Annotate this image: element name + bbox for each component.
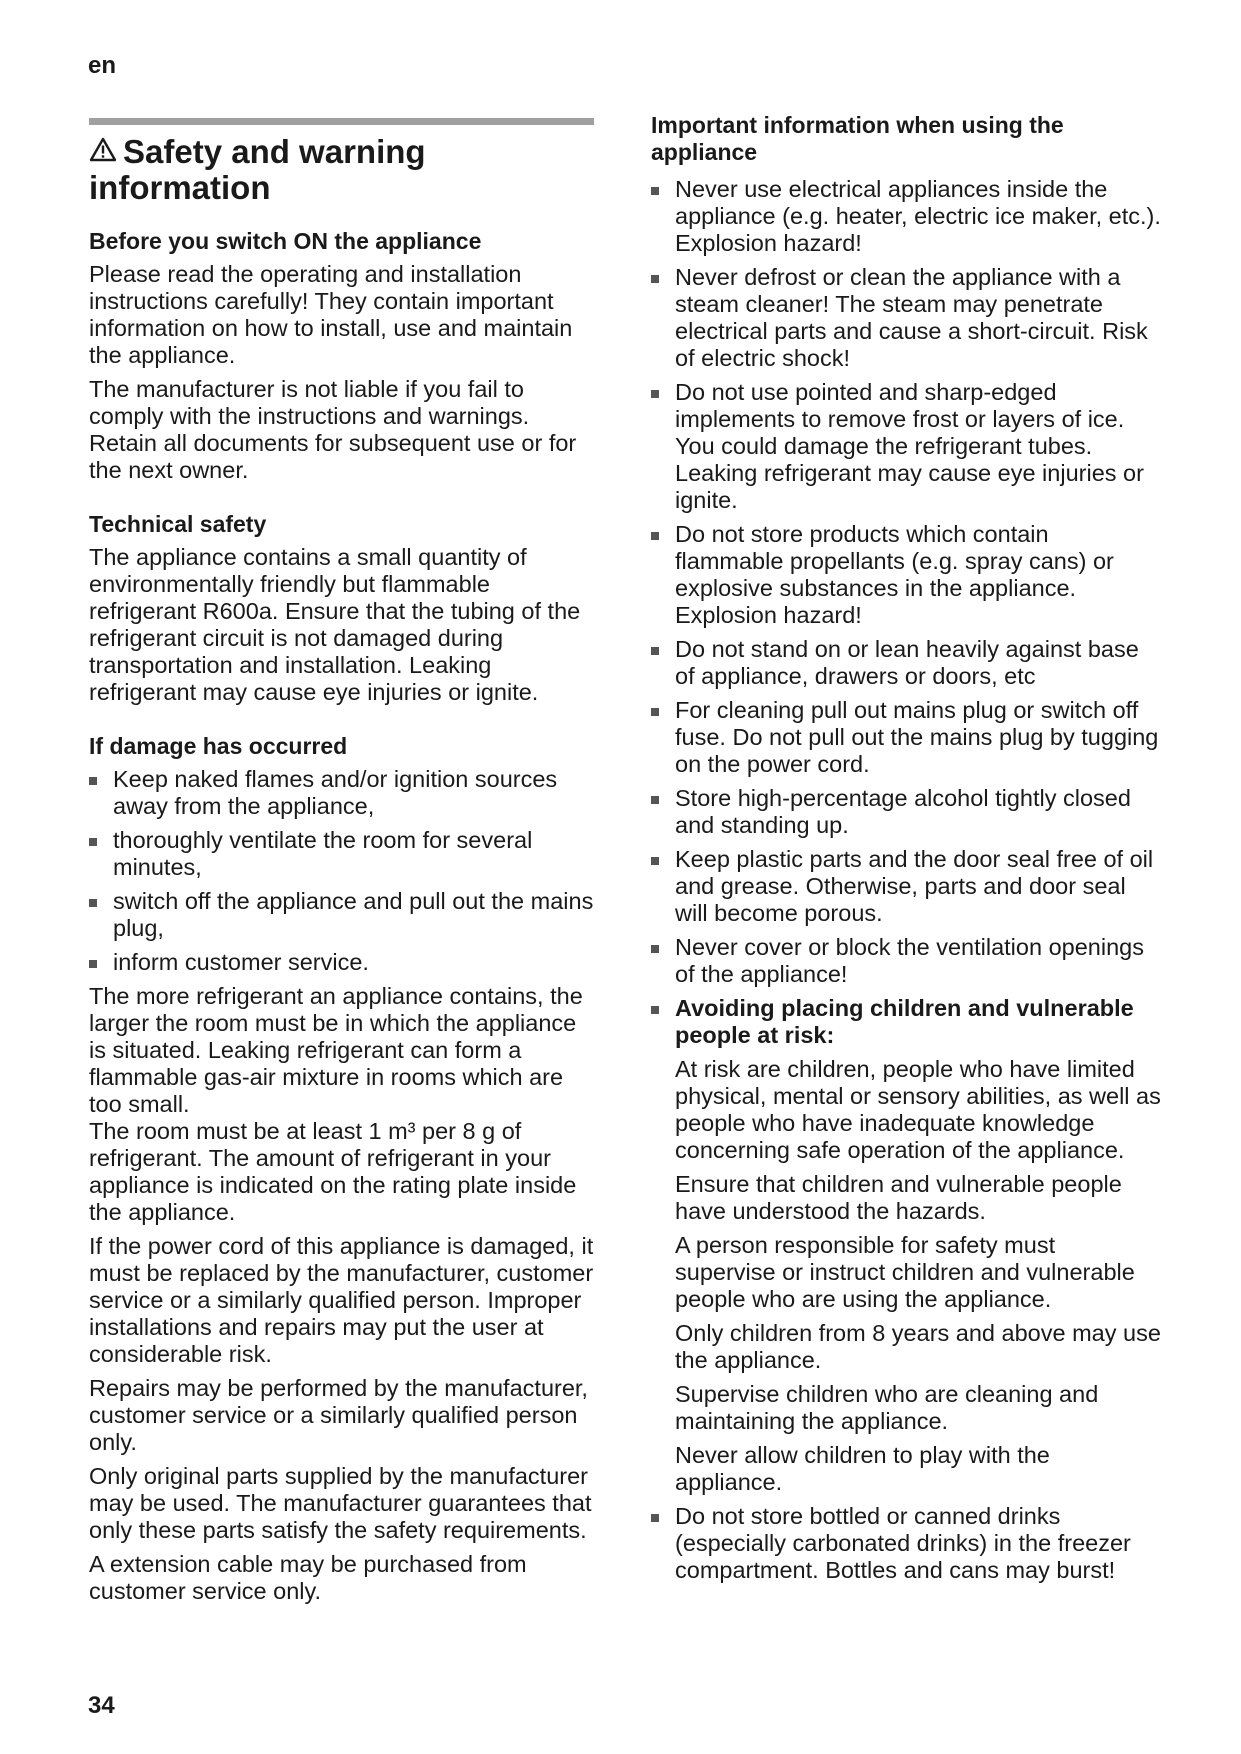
important-info-list bbox=[651, 176, 1161, 1049]
technical-safety-paragraph: The appliance contains a small quantity of environmentally friendly but flammable refrigerant R600a. Ensure that the tubing of the refrigerant circuit is not damaged during transportation and installation. Leaking refrigerant may cause eye injuries or ignite. bbox=[89, 544, 581, 705]
section-title bbox=[89, 134, 594, 206]
warning-icon bbox=[89, 137, 117, 162]
list-item: Keep plastic parts and the door seal free of oil and grease. Otherwise, parts and door seal will become porous. bbox=[651, 846, 1161, 927]
bullet-icon bbox=[89, 960, 97, 968]
bullet-icon bbox=[651, 647, 659, 655]
list-item: Do not stand on or lean heavily against base of appliance, drawers or doors, etc bbox=[651, 636, 1161, 690]
bullet-icon bbox=[651, 532, 659, 540]
list-item: switch off the appliance and pull out the mains plug, bbox=[89, 888, 594, 942]
before-paragraph-2: The manufacturer is not liable if you fail to comply with the instructions and warnings. Retain all documents for subsequent use or for the next owner. bbox=[89, 376, 577, 483]
bullet-icon bbox=[651, 275, 659, 283]
list-item: For cleaning pull out mains plug or switch off fuse. Do not pull out the mains plug by tugging on the power cord. bbox=[651, 697, 1161, 778]
children-section bbox=[651, 1056, 1161, 1496]
extension-paragraph: A extension cable may be purchased from customer service only. bbox=[89, 1551, 527, 1604]
children-paragraph: Never allow children to play with the appliance. bbox=[675, 1442, 1050, 1495]
right-column bbox=[651, 112, 1161, 1591]
list-item: Never cover or block the ventilation openings of the appliance! bbox=[651, 934, 1161, 988]
repairs-paragraph: Repairs may be performed by the manufacturer, customer service or a similarly qualified person only. bbox=[89, 1375, 588, 1455]
section-rule bbox=[89, 118, 594, 125]
bullet-icon bbox=[651, 1514, 659, 1522]
list-item: Never use electrical appliances inside the appliance (e.g. heater, electric ice maker, etc.). Explosion hazard! bbox=[651, 176, 1161, 257]
bullet-icon bbox=[89, 899, 97, 907]
technical-safety-heading: Technical safety bbox=[89, 511, 267, 537]
bullet-icon bbox=[89, 777, 97, 785]
children-paragraph: Ensure that children and vulnerable people have understood the hazards. bbox=[675, 1171, 1122, 1224]
refrigerant-paragraph-2: The room must be at least 1 m³ per 8 g of refrigerant. The amount of refrigerant in your appliance is indicated on the rating plate inside the appliance. bbox=[89, 1118, 577, 1225]
bullet-icon bbox=[651, 708, 659, 716]
children-paragraph: Supervise children who are cleaning and maintaining the appliance. bbox=[675, 1381, 1099, 1434]
bullet-icon bbox=[651, 1006, 659, 1014]
before-paragraph-1: Please read the operating and installation instructions carefully! They contain important information on how to install, use and maintain the appliance. bbox=[89, 261, 573, 368]
damage-heading: If damage has occurred bbox=[89, 733, 348, 759]
list-item: Store high-percentage alcohol tightly closed and standing up. bbox=[651, 785, 1161, 839]
bullet-icon bbox=[651, 390, 659, 398]
bullet-icon bbox=[89, 838, 97, 846]
left-column bbox=[89, 118, 594, 1612]
refrigerant-paragraph-1: The more refrigerant an appliance contains, the larger the room must be in which the appliance is situated. Leaking refrigerant can form a flammable gas-air mixture in rooms which are too small. bbox=[89, 983, 583, 1117]
children-paragraph: A person responsible for safety must supervise or instruct children and vulnerable people who are using the appliance. bbox=[675, 1232, 1135, 1312]
parts-paragraph: Only original parts supplied by the manufacturer may be used. The manufacturer guarantees that only these parts satisfy the safety requirements. bbox=[89, 1463, 592, 1543]
important-info-heading: Important information when using the appliance bbox=[651, 112, 1064, 165]
list-item: Never defrost or clean the appliance with a steam cleaner! The steam may penetrate electrical parts and cause a short-circuit. Risk of electric shock! bbox=[651, 264, 1161, 372]
list-item: Do not store products which contain flammable propellants (e.g. spray cans) or explosive substances in the appliance. Explosion hazard! bbox=[651, 521, 1161, 629]
list-item: Do not store bottled or canned drinks (especially carbonated drinks) in the freezer compartment. Bottles and cans may burst! bbox=[651, 1503, 1161, 1584]
bullet-icon bbox=[651, 187, 659, 195]
section-title-text: Safety and warning information bbox=[89, 133, 426, 206]
children-heading: Avoiding placing children and vulnerable people at risk: bbox=[651, 995, 1161, 1049]
list-item: Do not use pointed and sharp-edged implements to remove frost or layers of ice. You could damage the refrigerant tubes. Leaking refrigerant may cause eye injuries or ignite. bbox=[651, 379, 1161, 514]
page-number: 34 bbox=[88, 1692, 115, 1719]
list-item: thoroughly ventilate the room for several minutes, bbox=[89, 827, 594, 881]
damage-list bbox=[89, 766, 594, 976]
before-heading: Before you switch ON the appliance bbox=[89, 228, 482, 254]
list-item: inform customer service. bbox=[89, 949, 594, 976]
bullet-icon bbox=[651, 796, 659, 804]
children-paragraph: Only children from 8 years and above may use the appliance. bbox=[675, 1320, 1161, 1373]
power-cord-paragraph: If the power cord of this appliance is damaged, it must be replaced by the manufacturer, customer service or a similarly qualified person. Improper installations and repairs may put the user at considerable risk. bbox=[89, 1233, 594, 1367]
language-code: en bbox=[88, 52, 117, 79]
children-paragraph: At risk are children, people who have limited physical, mental or sensory abilities, as well as people who have inadequate knowledge concerning safe operation of the appliance. bbox=[675, 1056, 1161, 1163]
list-item: Keep naked flames and/or ignition sources away from the appliance, bbox=[89, 766, 594, 820]
final-list bbox=[651, 1503, 1161, 1584]
bullet-icon bbox=[651, 857, 659, 865]
bullet-icon bbox=[651, 945, 659, 953]
